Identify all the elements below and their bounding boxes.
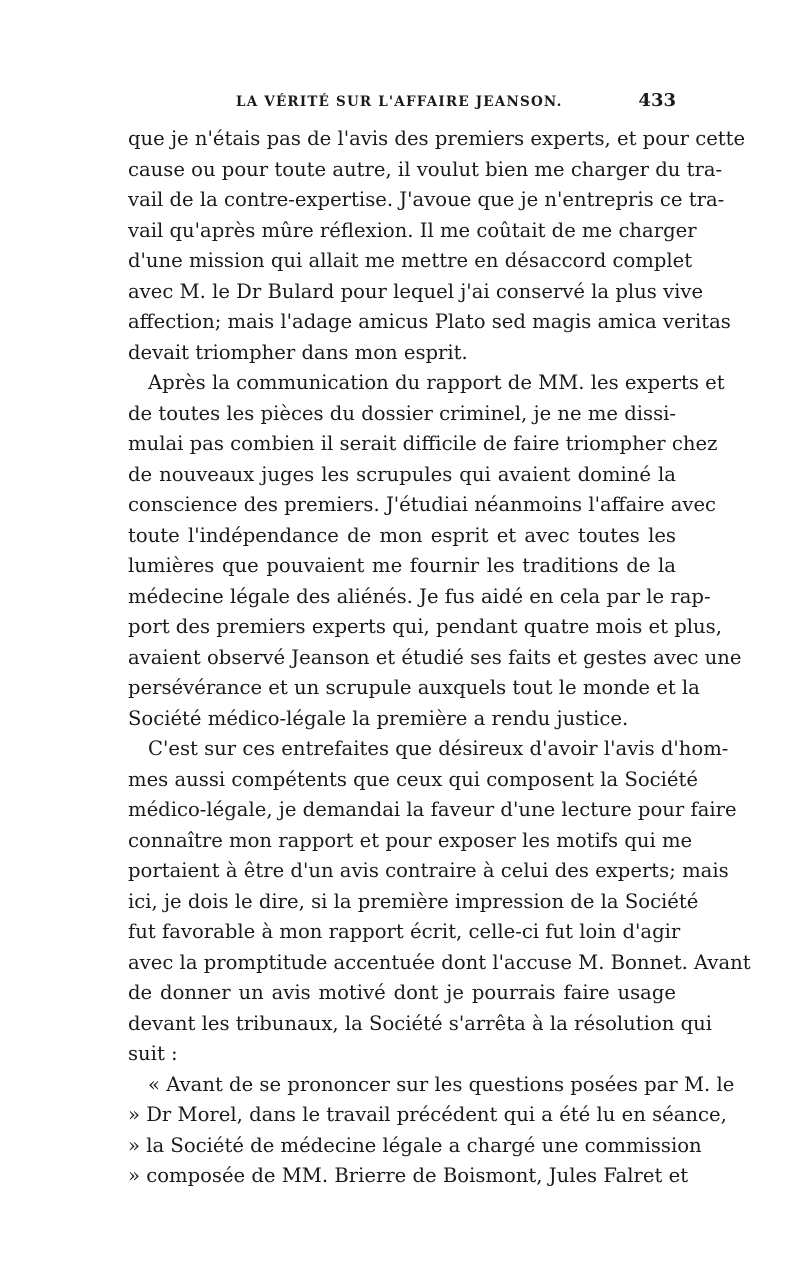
text-line: mulai pas combien il serait difficile de faire triompher chez (128, 432, 718, 455)
text-line: lumières que pouvaient me fournir les traditions de la (128, 554, 676, 577)
book-page (128, 88, 751, 1192)
text-line: suit : (128, 1042, 178, 1065)
text-line: ici, je dois le dire, si la première impression de la Société (128, 889, 699, 913)
text-line: de donner un avis motivé dont je pourrais faire usage (128, 981, 676, 1004)
text-line: devait triompher dans mon esprit. (128, 340, 468, 364)
text-line: » composée de MM. Brierre de Boismont, Jules Falret et (128, 1164, 689, 1187)
text-line: fut favorable à mon rapport écrit, celle-ci fut loin d'agir (128, 920, 681, 943)
text-line: portaient à être d'un avis contraire à celui des experts; mais (128, 859, 729, 882)
body-text (128, 124, 751, 1192)
page-number: 433 (638, 90, 676, 111)
text-line: » la Société de médecine légale a chargé une commission (128, 1133, 702, 1157)
text-line: toute l'indépendance de mon esprit et avec toutes les (128, 523, 676, 547)
text-line: « Avant de se prononcer sur les questions posées par M. le (148, 1072, 735, 1096)
text-line: persévérance et un scrupule auxquels tout le monde et la (128, 676, 700, 699)
text-line: port des premiers experts qui, pendant quatre mois et plus, (128, 615, 722, 638)
text-line: mes aussi compétents que ceux qui composent la Société (128, 767, 698, 791)
text-line: connaître mon rapport et pour exposer les motifs qui me (128, 828, 693, 852)
running-title: LA VÉRITÉ SUR L'AFFAIRE JEANSON. (236, 94, 563, 110)
text-line: vail qu'après mûre réflexion. Il me coûtait de me charger (128, 218, 697, 242)
text-line: Après la communication du rapport de MM. les experts et (148, 371, 725, 394)
text-line: cause ou pour toute autre, il voulut bien me charger du tra- (128, 157, 723, 181)
text-line: conscience des premiers. J'étudiai néanmoins l'affaire avec (128, 493, 717, 516)
text-line: affection; mais l'adage amicus Plato sed magis amica veritas (128, 310, 731, 333)
text-line: d'une mission qui allait me mettre en désaccord complet (128, 249, 693, 272)
text-line: que je n'étais pas de l'avis des premiers experts, et pour cette (128, 127, 746, 150)
text-line: devant les tribunaux, la Société s'arrêta à la résolution qui (128, 1011, 713, 1035)
text-line: avaient observé Jeanson et étudié ses faits et gestes avec une (128, 645, 742, 669)
text-line: Société médico-légale la première a rendu justice. (128, 706, 629, 730)
text-line: C'est sur ces entrefaites que désireux d'avoir l'avis d'hom- (148, 737, 729, 760)
text-line: avec M. le Dr Bulard pour lequel j'ai conservé la plus vive (128, 279, 704, 303)
text-line: médecine légale des aliénés. Je fus aidé en cela par le rap- (128, 584, 711, 608)
text-line: vail de la contre-expertise. J'avoue que je n'entrepris ce tra- (128, 188, 725, 211)
running-header (128, 88, 676, 118)
text-line: » Dr Morel, dans le travail précédent qui a été lu en séance, (128, 1103, 727, 1126)
text-line: de nouveaux juges les scrupules qui avaient dominé la (128, 462, 676, 486)
text-line: avec la promptitude accentuée dont l'accuse M. Bonnet. Avant (128, 950, 751, 974)
text-line: de toutes les pièces du dossier criminel, je ne me dissi- (128, 401, 677, 425)
text-line: médico-légale, je demandai la faveur d'une lecture pour faire (128, 798, 737, 821)
